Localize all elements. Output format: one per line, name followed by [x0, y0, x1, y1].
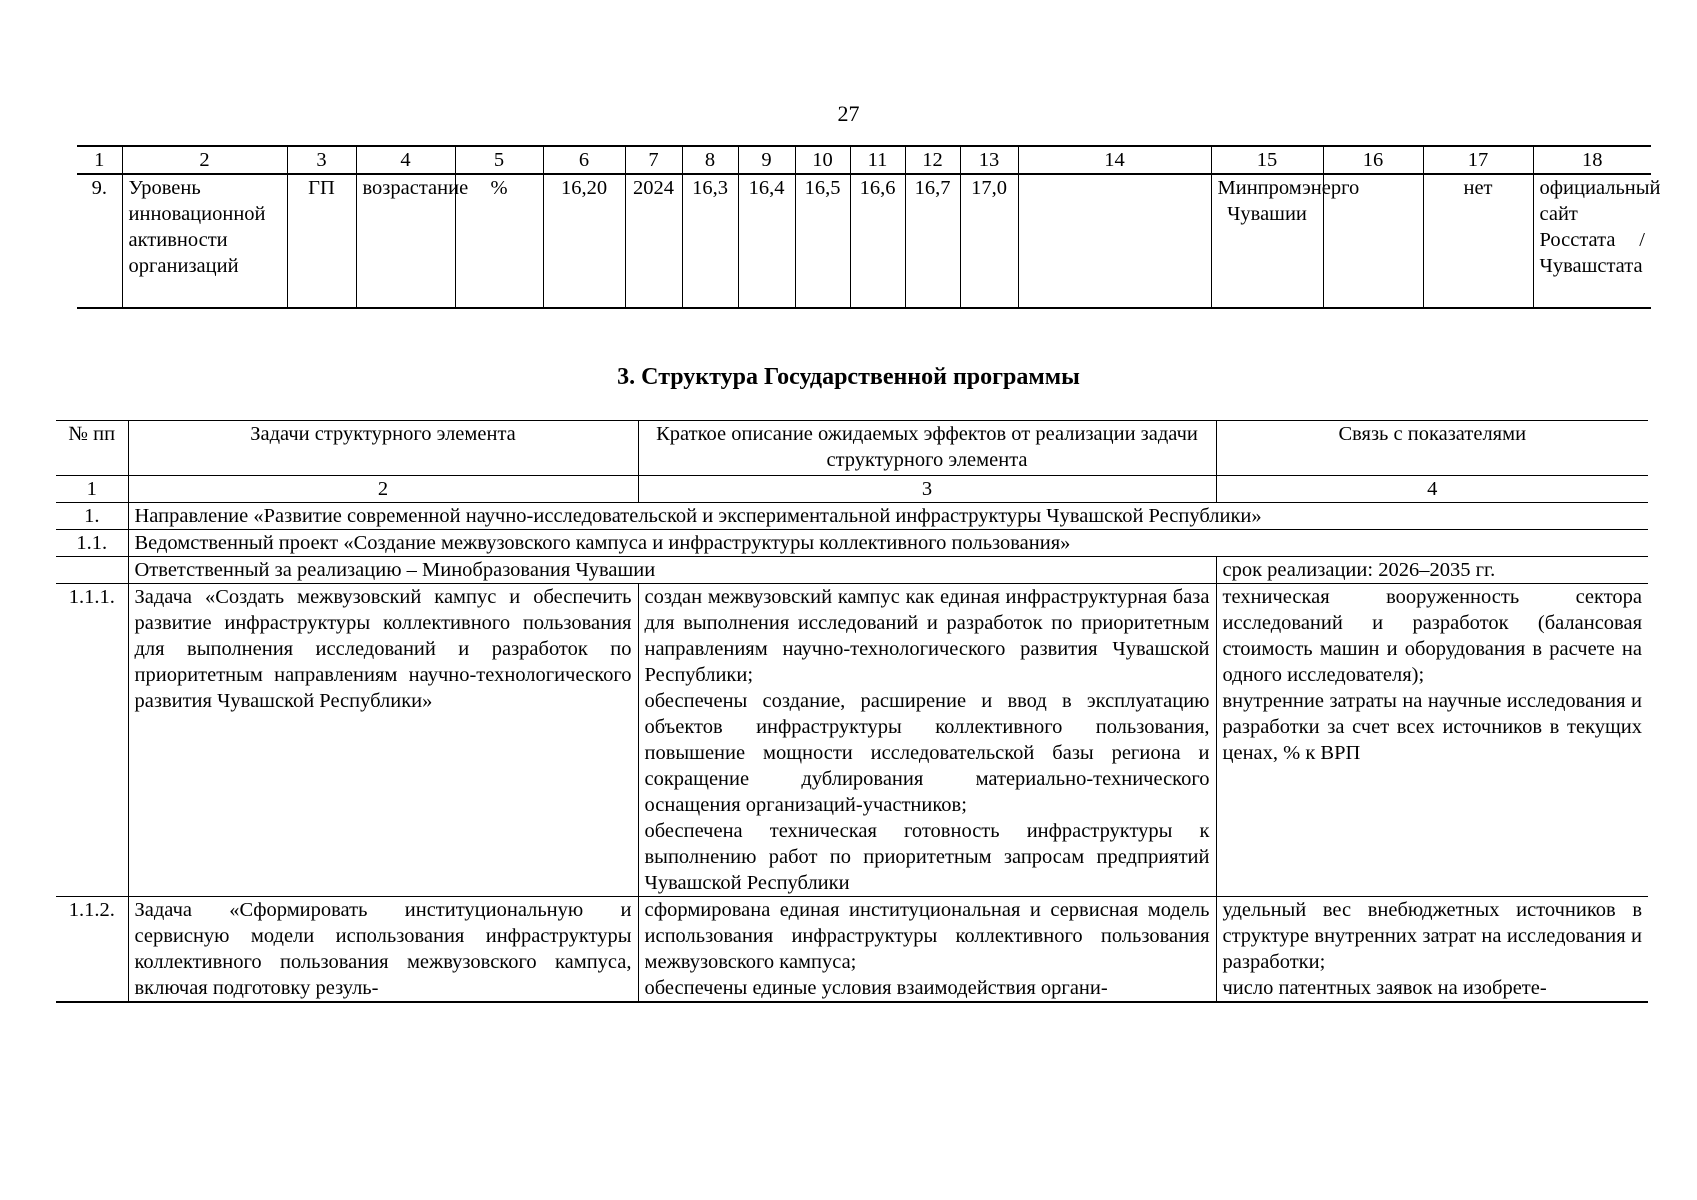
task-row: [56, 584, 1648, 897]
page-number: 27: [837, 101, 860, 126]
section-title: 3. Структура Государственной программы: [617, 364, 1080, 390]
column-number: 11: [850, 146, 905, 174]
row-number: 1.1.: [56, 530, 128, 557]
column-number: 5: [455, 146, 543, 174]
column-number-row: [77, 146, 1651, 174]
task-text: Задача «Сформировать институциональную и сервисную модели использования инфраструктуры коллективного пользования межвузовского кампуса, включая подготовку резуль-: [128, 897, 638, 1003]
header-tasks: Задачи структурного элемента: [128, 421, 638, 476]
direction-row: [56, 503, 1648, 530]
column-number: 3: [287, 146, 356, 174]
column-number: 14: [1018, 146, 1211, 174]
effect-item: сформирована единая институциональная и сервисная модель использования инфраструктуры коллективного пользования межвузовского кампуса;: [644, 899, 1210, 973]
column-number: 1: [77, 146, 122, 174]
value-cell: 16,7: [905, 174, 960, 308]
header-effects: Краткое описание ожидаемых эффектов от реализации задачи структурного элемента: [638, 421, 1216, 476]
structure-table: [56, 420, 1648, 1003]
value-cell: [1018, 174, 1211, 308]
header-link: Связь с показателями: [1216, 421, 1648, 476]
link-item: удельный вес внебюджетных источников в структуре внутренних затрат на исследования и разработки;: [1222, 899, 1642, 973]
responsible-agency: Минпромэнерго Чувашии: [1211, 174, 1323, 308]
link-item: число патентных заявок на изобрете-: [1222, 977, 1547, 999]
responsible-text: Ответственный за реализацию – Минобразования Чувашии: [128, 557, 1216, 584]
column-number: 12: [905, 146, 960, 174]
effect-item: обеспечены единые условия взаимодействия органи-: [644, 977, 1108, 999]
column-number: 2: [122, 146, 287, 174]
column-number-row: [56, 476, 1648, 503]
task-effects: [638, 897, 1216, 1003]
link-item: техническая вооруженность сектора исследований и разработок (балансовая стоимость машин и оборудования в расчете на одного исследователя);: [1222, 586, 1642, 686]
implementation-term: срок реализации: 2026–2035 гг.: [1216, 557, 1648, 584]
column-number: 10: [795, 146, 850, 174]
task-links: [1216, 584, 1648, 897]
effect-item: обеспечена техническая готовность инфраструктуры к выполнению работ по приоритетным запросам предприятий Чувашской Республики: [644, 820, 1210, 894]
row-number: 1.1.2.: [56, 897, 128, 1003]
direction-text: Направление «Развитие современной научно-исследовательской и экспериментальной инфраструктуры Чувашской Республики»: [128, 503, 1648, 530]
task-text: Задача «Создать межвузовский кампус и обеспечить развитие инфраструктуры коллективного пользования для выполнения исследований и разработок по приоритетным направлениям научно-технологического развития Чувашской Республики»: [128, 584, 638, 897]
task-row: [56, 897, 1648, 1003]
column-number: 6: [543, 146, 625, 174]
indicator-name: Уровень инновационной активности организаций: [122, 174, 287, 308]
column-number: 15: [1211, 146, 1323, 174]
project-text: Ведомственный проект «Создание межвузовского кампуса и инфраструктуры коллективного пользования»: [128, 530, 1648, 557]
link-item: внутренние затраты на научные исследования и разработки за счет всех источников в текущих ценах, % к ВРП: [1222, 690, 1642, 764]
column-number: 8: [682, 146, 738, 174]
task-effects: [638, 584, 1216, 897]
row-number-empty: [56, 557, 128, 584]
data-source: официальный сайт Росстата / Чувашстата: [1533, 174, 1651, 308]
column-number: 2: [128, 476, 638, 503]
value-cell: нет: [1423, 174, 1533, 308]
header-row: [56, 421, 1648, 476]
header-num: № пп: [56, 421, 128, 476]
column-number: 4: [356, 146, 455, 174]
column-number: 16: [1323, 146, 1423, 174]
task-links: [1216, 897, 1648, 1003]
responsible-row: [56, 557, 1648, 584]
column-number: 17: [1423, 146, 1533, 174]
value-cell: 16,6: [850, 174, 905, 308]
indicator-unit: %: [455, 174, 543, 308]
column-number: 13: [960, 146, 1018, 174]
column-number: 1: [56, 476, 128, 503]
indicator-level: ГП: [287, 174, 356, 308]
base-value: 16,20: [543, 174, 625, 308]
column-number: 4: [1216, 476, 1648, 503]
project-row: [56, 530, 1648, 557]
value-cell: 16,4: [738, 174, 795, 308]
effect-item: обеспечены создание, расширение и ввод в эксплуатацию объектов инфраструктуры коллективного пользования, повышение мощности исследовательской базы региона и сокращение дублирования материально-технического оснащения организаций-участников;: [644, 690, 1210, 816]
row-number: 9.: [77, 174, 122, 308]
row-number: 1.1.1.: [56, 584, 128, 897]
effect-item: создан межвузовский кампус как единая инфраструктурная база для выполнения исследований и разработок по приоритетным направлениям научно-технологического развития Чувашской Республики;: [644, 586, 1210, 686]
base-year: 2024: [625, 174, 682, 308]
column-number: 3: [638, 476, 1216, 503]
table-row: [77, 174, 1651, 308]
column-number: 18: [1533, 146, 1651, 174]
indicator-table: [77, 145, 1661, 309]
value-cell: 16,3: [682, 174, 738, 308]
indicator-trend: возрастание: [356, 174, 455, 308]
value-cell: 16,5: [795, 174, 850, 308]
row-number: 1.: [56, 503, 128, 530]
column-number: 7: [625, 146, 682, 174]
column-number: 9: [738, 146, 795, 174]
value-cell: 17,0: [960, 174, 1018, 308]
